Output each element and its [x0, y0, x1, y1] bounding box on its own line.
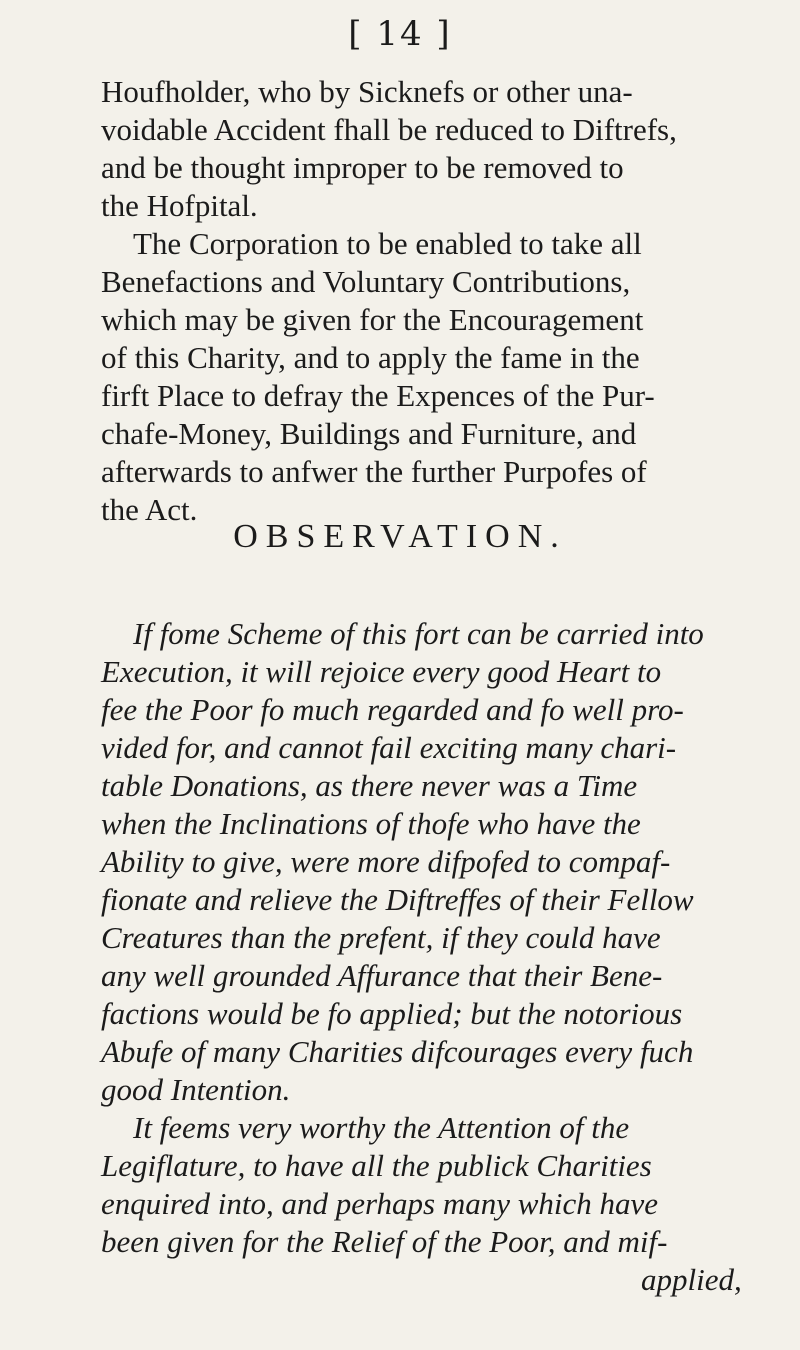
text-line: any well grounded Affurance that their Bene- [101, 958, 663, 993]
text-line: been given for the Relief of the Poor, and mif- [101, 1224, 668, 1259]
text-line: of this Charity, and to apply the fame in the [101, 340, 640, 375]
text-line: which may be given for the Encouragement [101, 302, 644, 337]
text-line: fionate and relieve the Diftreffes of their Fellow [101, 882, 694, 917]
text-line: Creatures than the prefent, if they could have [101, 920, 661, 955]
text-line: The Corporation to be enabled to take all [133, 226, 642, 261]
text-line: table Donations, as there never was a Time [101, 768, 638, 803]
text-line: Legiflature, to have all the publick Charities [101, 1148, 652, 1183]
text-line: the Act. [101, 492, 198, 527]
text-line: Execution, it will rejoice every good Heart to [101, 654, 662, 689]
text-line: good Intention. [101, 1072, 291, 1107]
text-line: fee the Poor fo much regarded and fo well pro- [101, 692, 684, 727]
text-line: factions would be fo applied; but the notorious [101, 996, 683, 1031]
text-line: voidable Accident fhall be reduced to Diftrefs, [101, 112, 677, 147]
text-line: Ability to give, were more difpofed to compaf- [101, 844, 671, 879]
text-line: If fome Scheme of this fort can be carried into [133, 616, 704, 651]
text-line: afterwards to anfwer the further Purpofes of [101, 454, 647, 489]
text-line: chafe-Money, Buildings and Furniture, and [101, 416, 637, 451]
page-number: [ 14 ] [348, 14, 452, 54]
text-line: the Hofpital. [101, 188, 258, 223]
observation-heading: OBSERVATION. [233, 518, 567, 555]
text-line: It feems very worthy the Attention of the [133, 1110, 630, 1145]
text-line: Abufe of many Charities difcourages every fuch [101, 1034, 694, 1069]
text-line: Benefactions and Voluntary Contributions, [101, 264, 631, 299]
text-line: and be thought improper to be removed to [101, 150, 624, 185]
text-line: when the Inclinations of thofe who have the [101, 806, 641, 841]
text-line: vided for, and cannot fail exciting many chari- [101, 730, 677, 765]
text-line: enquired into, and perhaps many which have [101, 1186, 659, 1221]
catchword: applied, [641, 1262, 742, 1297]
text-line: firft Place to defray the Expences of the Pur- [101, 378, 655, 413]
text-line: Houfholder, who by Sicknefs or other una- [101, 74, 633, 109]
